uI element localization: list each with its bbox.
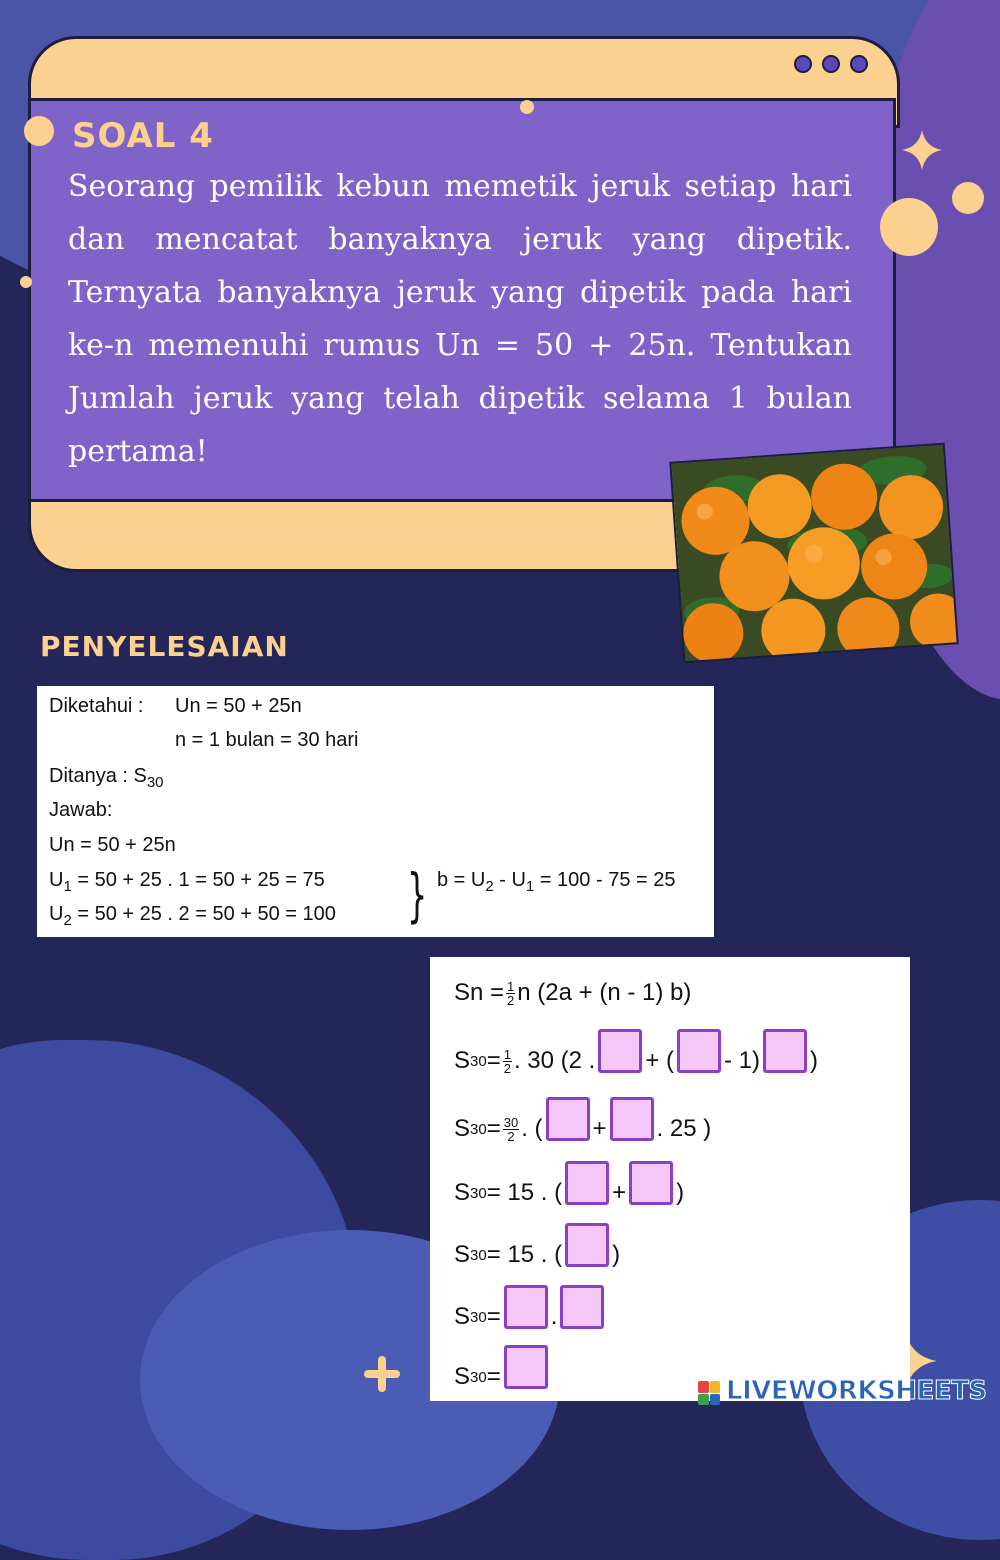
text: . ( — [521, 1115, 543, 1142]
answer-input[interactable] — [565, 1161, 609, 1205]
solution-box — [37, 686, 714, 937]
known-n: n = 1 bulan = 30 hari — [175, 729, 359, 751]
b-sub2: 1 — [525, 878, 535, 895]
u1-line — [49, 869, 325, 895]
text: ) — [676, 1179, 685, 1206]
decor-circle — [20, 276, 32, 288]
solution-title: PENYELESAIAN — [40, 630, 289, 663]
b-sub1: 2 — [485, 878, 494, 895]
s-label: S — [454, 1303, 471, 1330]
frac-den: 2 — [507, 1128, 515, 1144]
text: + ( — [645, 1047, 675, 1074]
text: . 25 ) — [656, 1115, 712, 1142]
step-4 — [454, 1233, 620, 1277]
text: + — [612, 1179, 627, 1206]
asked-label: Ditanya : S — [49, 765, 147, 787]
step-5 — [454, 1295, 607, 1339]
answer-input[interactable] — [610, 1097, 654, 1141]
frac-num: 1 — [507, 978, 515, 994]
text: ) — [612, 1241, 621, 1268]
answer-input[interactable] — [677, 1029, 721, 1073]
formula-box — [430, 957, 910, 1401]
u1-sub: 1 — [63, 878, 72, 895]
answer-input[interactable] — [565, 1223, 609, 1267]
u2-line — [49, 903, 336, 929]
u2-rest: = 50 + 25 . 2 = 50 + 50 = 100 — [71, 903, 336, 925]
un-line: Un = 50 + 25n — [49, 834, 176, 856]
problem-text: Seorang pemilik kebun memetik jeruk setiap hari dan mencatat banyaknya jeruk yang dipetik. Ternyata banyaknya jeruk yang dipetik pada hari ke-n memenuhi rumus Un = 50 + 25n. Tentukan Jumlah jeruk yang telah dipetik selama 1 bulan pertama! — [68, 169, 852, 469]
step-1 — [454, 1039, 818, 1083]
s-label: S — [454, 1363, 471, 1390]
equals: = — [486, 1115, 501, 1142]
s-sub: 30 — [470, 1308, 487, 1326]
text: . — [550, 1303, 558, 1330]
b-mid: - U — [493, 869, 526, 891]
step-6 — [454, 1355, 551, 1399]
sn-formula — [454, 979, 691, 1007]
u2-pre: U — [49, 903, 64, 925]
u2-sub: 2 — [63, 912, 72, 929]
b-line — [437, 869, 676, 895]
b-rest: = 100 - 75 = 25 — [534, 869, 676, 891]
answer-input[interactable] — [763, 1029, 807, 1073]
s-sub: 30 — [470, 1052, 487, 1070]
oranges-image — [671, 445, 956, 661]
s-sub: 30 — [470, 1246, 487, 1264]
answer-input[interactable] — [504, 1285, 548, 1329]
answer-label: Jawab: — [49, 799, 113, 821]
text: . 30 (2 . — [513, 1047, 596, 1074]
s-sub: 30 — [470, 1368, 487, 1386]
frac-num: 1 — [503, 1046, 511, 1062]
decor-circle — [520, 100, 534, 114]
frac-num: 30 — [503, 1114, 519, 1130]
text: = 15 . ( — [486, 1241, 563, 1268]
window-dots — [794, 55, 868, 73]
liveworksheets-logo-icon — [698, 1381, 720, 1405]
half-fraction — [503, 1048, 512, 1075]
fraction-30-2 — [503, 1116, 519, 1143]
step-2 — [454, 1107, 711, 1151]
plus-icon — [362, 1354, 402, 1394]
step-3 — [454, 1171, 684, 1215]
text: - 1) — [724, 1047, 761, 1074]
answer-input[interactable] — [629, 1161, 673, 1205]
equals: = — [486, 1303, 501, 1330]
equals: = — [486, 1363, 501, 1390]
sn-pre: Sn = — [454, 979, 505, 1006]
u1-pre: U — [49, 869, 64, 891]
answer-input[interactable] — [504, 1345, 548, 1389]
decor-circle — [880, 198, 938, 256]
decor-circle — [24, 116, 54, 146]
question-title: SOAL 4 — [72, 116, 214, 156]
decor-circle — [952, 182, 984, 214]
dot-icon — [822, 55, 840, 73]
sn-rest: n (2a + (n - 1) b) — [517, 979, 692, 1006]
text: = 15 . ( — [486, 1179, 563, 1206]
known-formula: Un = 50 + 25n — [175, 695, 302, 717]
brace-icon: } — [407, 861, 428, 929]
u1-rest: = 50 + 25 . 1 = 50 + 25 = 75 — [71, 869, 325, 891]
asked-line — [49, 765, 164, 791]
known-label: Diketahui : — [49, 695, 144, 717]
answer-input[interactable] — [598, 1029, 642, 1073]
s-sub: 30 — [470, 1184, 487, 1202]
half-fraction — [506, 980, 515, 1007]
dot-icon — [794, 55, 812, 73]
s-sub: 30 — [470, 1120, 487, 1138]
oranges-photo — [669, 443, 958, 664]
s-label: S — [454, 1179, 471, 1206]
asked-sub: 30 — [146, 774, 164, 791]
s-label: S — [454, 1241, 471, 1268]
b-pre: b = U — [437, 869, 486, 891]
s-label: S — [454, 1047, 471, 1074]
equals: = — [486, 1047, 501, 1074]
frac-den: 2 — [503, 1060, 511, 1076]
answer-input[interactable] — [560, 1285, 604, 1329]
sparkle-icon — [900, 128, 944, 172]
watermark-text: LIVEWORKSHEETS — [726, 1376, 987, 1406]
answer-input[interactable] — [546, 1097, 590, 1141]
frac-den: 2 — [507, 992, 515, 1008]
s-label: S — [454, 1115, 471, 1142]
dot-icon — [850, 55, 868, 73]
text: + — [592, 1115, 607, 1142]
text: ) — [810, 1047, 819, 1074]
